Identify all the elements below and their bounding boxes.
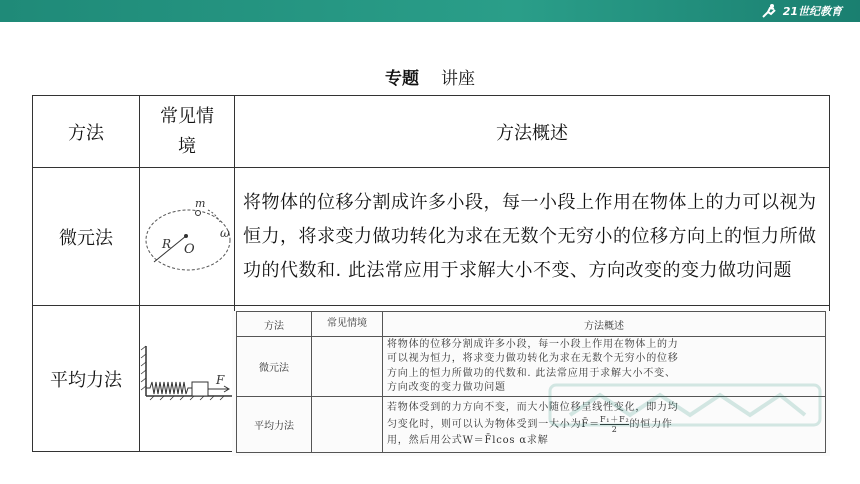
label-r: R — [162, 237, 172, 251]
scan-scene-average — [312, 397, 383, 453]
label-o: O — [184, 242, 195, 257]
scan-frac-den: 2 — [611, 425, 618, 434]
scan-frac-num: F₁＋F₂ — [599, 415, 630, 424]
header-summary: 方法概述 — [235, 96, 830, 168]
label-omega: ω — [220, 226, 230, 240]
top-banner — [0, 0, 860, 22]
scan-header-scene-text: 常见情境 — [327, 318, 367, 329]
label-f: F — [216, 373, 225, 387]
scan-header-row — [237, 312, 826, 337]
method-average: 平均力法 — [33, 306, 140, 452]
header-scene — [140, 96, 235, 168]
header-scene-text: 常见情境 — [160, 105, 214, 157]
scan-scene-micro — [312, 337, 383, 397]
runner-icon — [759, 3, 779, 19]
scene-spring — [140, 306, 235, 452]
table-header-row — [33, 96, 830, 168]
method-micro: 微元法 — [33, 168, 140, 306]
page-title — [0, 64, 860, 89]
title-part-1: 专题 — [385, 69, 420, 89]
circular-motion-diagram — [140, 174, 234, 294]
scan-method-average: 平均力法 — [237, 397, 312, 453]
title-part-2: 讲座 — [440, 69, 475, 89]
summary-micro: 将物体的位移分割成许多小段，每一小段上作用在物体上的力可以视为恒力，将求变力做功转化为求在无数个无穷小的位移方向上的恒力所做功的代数和. 此法常应用于求解大小不变、方向改变的变力做功问题 — [235, 168, 830, 306]
header-method: 方法 — [33, 96, 140, 168]
scan-header-scene — [312, 312, 383, 337]
scan-line: 可以视为恒力，将求变力做功转化为求在无数个无穷小的位移 — [387, 353, 679, 364]
scan-line2-pre: 匀变化时，则可以认为物体受到一大小为F̄＝ — [387, 419, 600, 430]
scan-method-micro: 微元法 — [237, 337, 312, 397]
scan-line: 方向上的恒力所做功的代数和. 此法常应用于求解大小不变、 — [387, 367, 676, 379]
scan-line2-post: 的恒力作 — [629, 419, 673, 430]
scan-line: 若物体受到的力方向不变，而大小随位移呈线性变化，即力均 — [387, 401, 679, 413]
watermark-logo — [540, 375, 830, 445]
spring-diagram — [140, 316, 234, 436]
logo — [759, 2, 842, 20]
scan-line: 方向改变的变力做功问题 — [387, 382, 506, 393]
scan-header-summary: 方法概述 — [383, 312, 826, 337]
scene-circle — [140, 168, 235, 306]
scan-line: 将物体的位移分割成许多小段，每一小段上作用在物体上的力 — [387, 338, 679, 350]
table-row — [33, 168, 830, 306]
scan-header-method: 方法 — [237, 312, 312, 337]
scan-line: 用，然后用公式W＝F̄lcos α求解 — [387, 435, 549, 446]
logo-text: 21世纪教育 — [782, 5, 842, 18]
label-m: m — [195, 197, 206, 210]
